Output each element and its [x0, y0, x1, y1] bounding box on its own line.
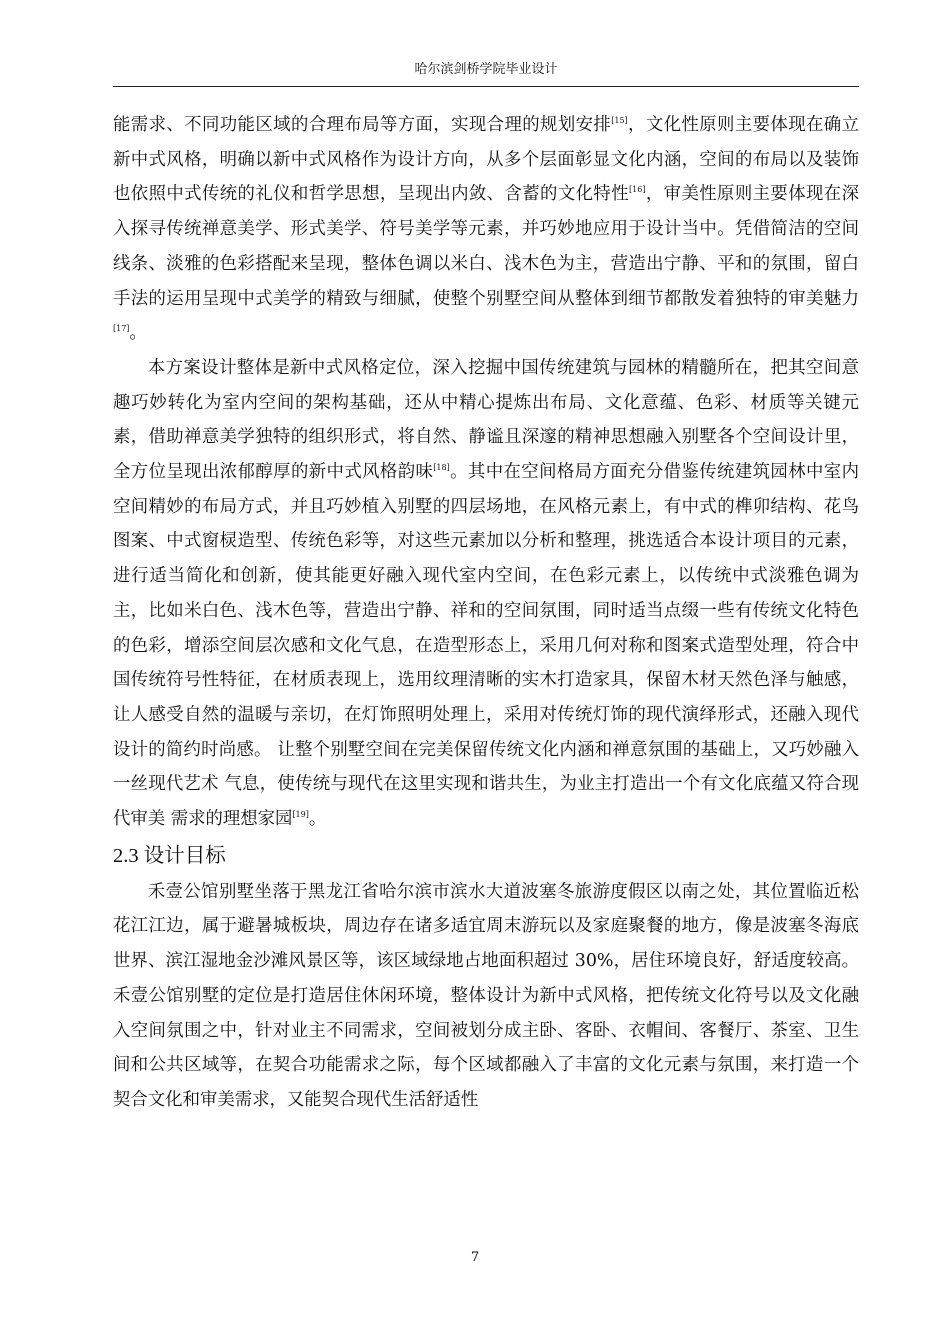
- header-rule: [113, 86, 859, 87]
- citation: [19]: [292, 809, 309, 819]
- paragraph-2: [113, 351, 859, 837]
- paragraph-3: 禾壹公馆别墅坐落于黑龙江省哈尔滨市滨水大道波塞冬旅游度假区以南之处，其位置临近松花江江边，属于避暑城板块，周边存在诸多适宜周末游玩以及家庭聚餐的地方，像是波塞冬海底世界、滨江湿地金沙滩风景区等，该区域绿地占地面积超过 30%，居住环境良好，舒适度较高。禾壹公馆别墅的定位是打造居住休闲环境，整体设计为新中式风格，把传统文化符号以及文化融入空间氛围之中，针对业主不同需求，空间被划分成主卧、客卧、衣帽间、客餐厅、茶室、卫生间和公共区域等，在契合功能需求之际，每个区域都融入了丰富的文化元素与氛围，来打造一个契合文化和审美需求，又能契合现代生活舒适性: [113, 881, 859, 1110]
- citation: [17]: [113, 324, 130, 334]
- citation: [16]: [629, 185, 646, 195]
- paragraph-text: ，审美性原则主要体现在深入探寻传统禅意美学、形式美学、符号美学等元素，并巧妙地应用于设计当中。凭借简洁的空间线条、淡雅的色彩搭配来呈现，整体色调以米白、浅木色为主，营造出宁静、平和的氛围，留白手法的运用呈现中式美学的精致与细腻，使整个别墅空间从整体到细节都散发着独特的审美魅力: [113, 184, 859, 309]
- section-title: 设计目标: [143, 844, 226, 867]
- citation: [15]: [611, 115, 628, 125]
- page-number: 7: [470, 1250, 480, 1265]
- paragraph-text: 。: [308, 809, 327, 830]
- section-heading: [113, 837, 859, 875]
- page-header: 哈尔滨剑桥学院毕业设计: [414, 62, 558, 77]
- paragraph-text: 能需求、不同功能区域的合理布局等方面，实现合理的规划安排: [113, 115, 612, 135]
- paragraph-text: 。其中在空间格局方面充分借鉴传统建筑园林中室内空间精妙的布局方式，并且巧妙植入别墅的四层场地，在风格元素上，有中式的榫卯结构、花鸟图案、中式窗棂造型、传统色彩等，对这些元素加以分析和整理，挑选适合本设计项目的元素，进行适当简化和创新，使其能更好融入现代室内空间，在色彩元素上，以传统中式淡雅色调为主，比如米白色、浅木色等，营造出宁静、祥和的空间氛围，同时适当点缀一些有传统文化特色的色彩，增添空间层次感和文化气息，在造型形态上，采用几何对称和图案式造型处理，符合中国传统符号性特征，在材质表现上，选用纹理清晰的实木打造家具，保留木材天然色泽与触感，让人感受自然的温暖与亲切，在灯饰照明处理上，采用对传统灯饰的现代演绎形式，还融入现代设计的简约时尚感。 让整个别墅空间在完美保留传统文化内涵和禅意氛围的基础上，又巧妙融入一丝现代艺术 气息，使传统与现代在这里实现和谐共生，为业主打造出一个有文化底蕴又符合现代审美 需求的理想家园: [113, 462, 859, 830]
- paragraph-text: ，文化性原则主要体现在确立新中式风格，明确以新中式风格作为设计方向，从多个层面彰显文化内涵，空间的布局以及装饰也依照中式传统的礼仪和哲学思想，呈现出内敛、含蓄的文化特性: [113, 115, 859, 205]
- section-number: 2.3: [113, 844, 139, 867]
- body-text: [113, 108, 859, 1118]
- paragraph-text: 。: [129, 323, 147, 344]
- paragraph-text: 本方案设计整体是新中式风格定位，深入挖掘中国传统建筑与园林的精髓所在，把其空间意趣巧妙转化为室内空间的架构基础，还从中精心提炼出布局、文化意蕴、色彩、材质等关键元素，借助禅意美学独特的组织形式，将自然、静谧且深邃的精神思想融入别墅各个空间设计里，全方位呈现出浓郁醇厚的新中式风格韵味: [113, 357, 859, 483]
- citation: [18]: [433, 462, 450, 472]
- paragraph-1: [113, 108, 859, 351]
